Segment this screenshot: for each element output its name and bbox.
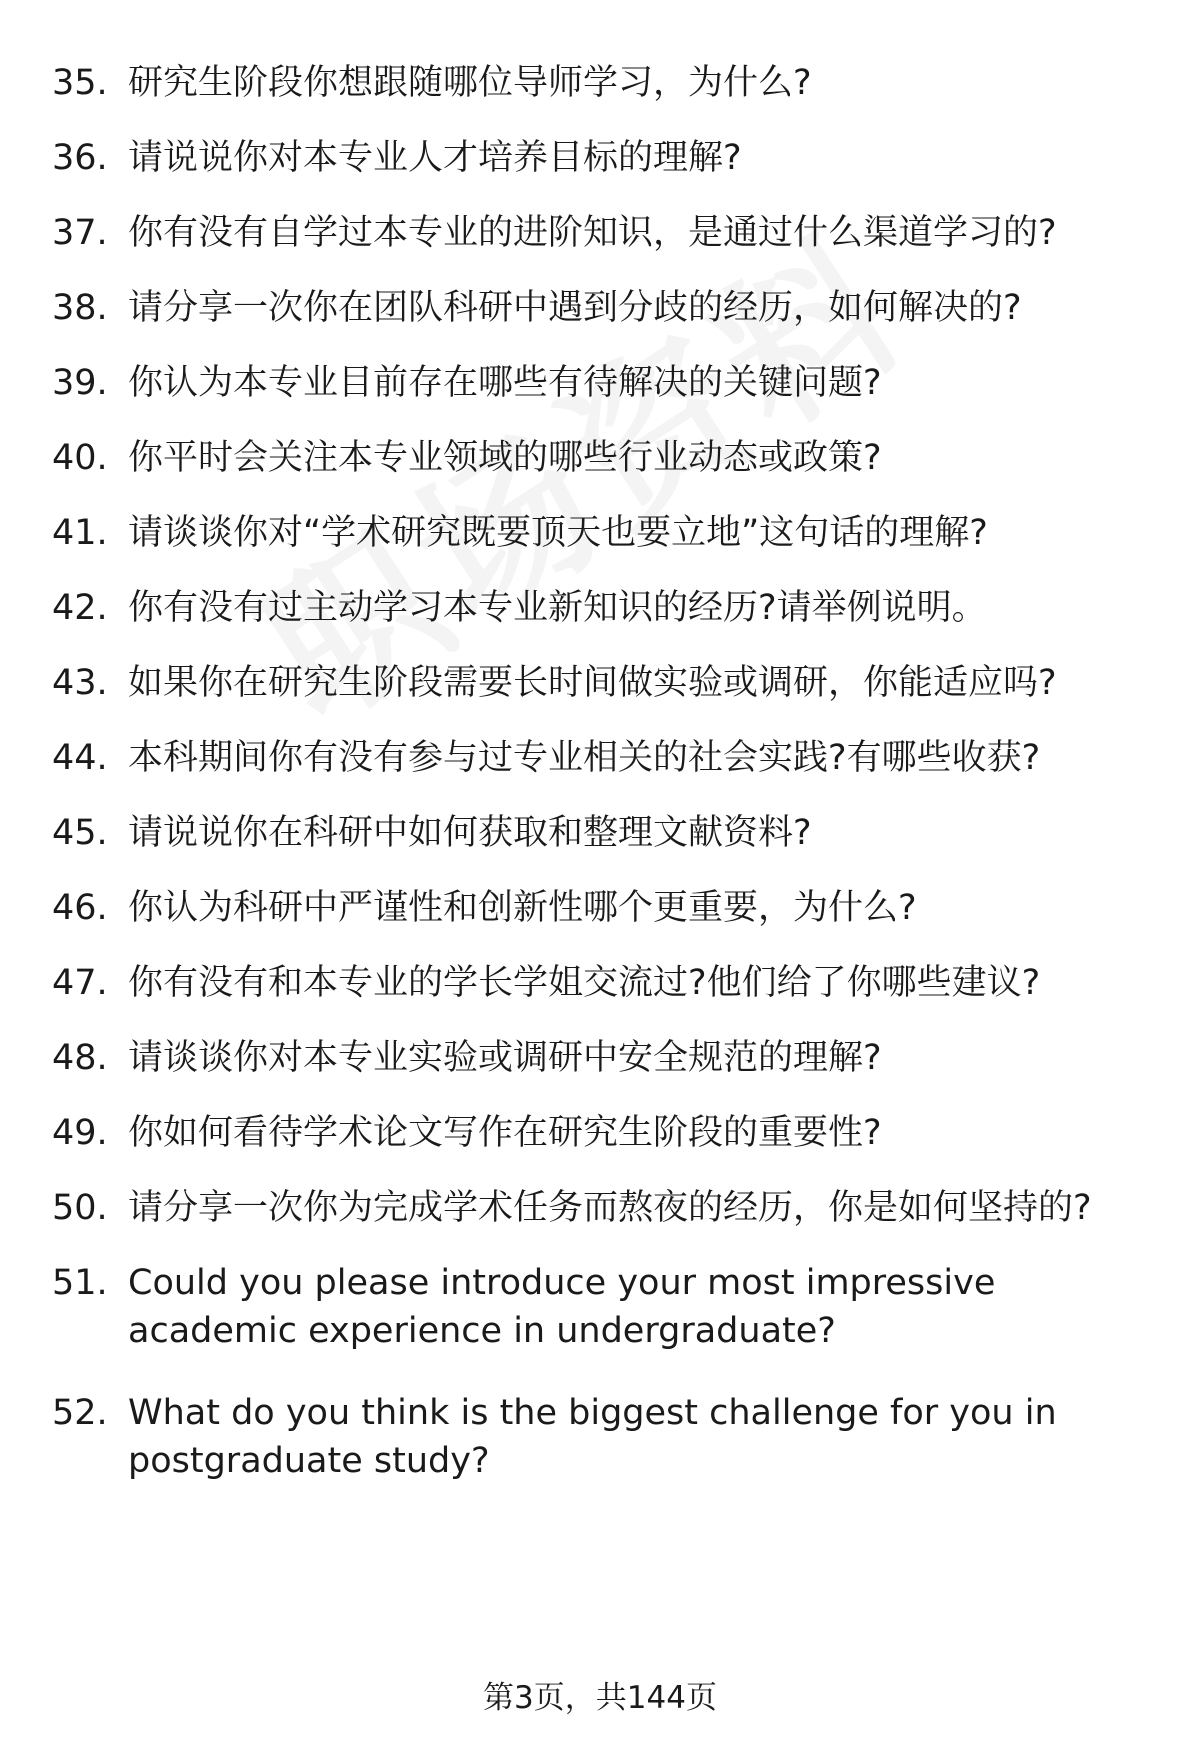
question-text: 你认为本专业目前存在哪些有待解决的关键问题?: [128, 363, 882, 403]
question-number: 41.: [52, 513, 108, 553]
question-text: 请分享一次你为完成学术任务而熬夜的经历，你是如何坚持的?: [128, 1188, 1092, 1228]
question-item: [0, 734, 1200, 782]
question-text: 请分享一次你在团队科研中遇到分歧的经历，如何解决的?: [128, 288, 1022, 328]
question-number: 51.: [52, 1263, 108, 1303]
question-item: [0, 284, 1200, 332]
question-text: 你有没有自学过本专业的进阶知识，是通过什么渠道学习的?: [128, 213, 1057, 253]
question-text: 请谈谈你对“学术研究既要顶天也要立地”这句话的理解?: [128, 513, 988, 553]
question-text: 请说说你在科研中如何获取和整理文献资料?: [128, 813, 812, 853]
question-text: 请谈谈你对本专业实验或调研中安全规范的理解?: [128, 1038, 882, 1078]
question-item: [0, 209, 1200, 257]
question-text: 你有没有和本专业的学长学姐交流过?他们给了你哪些建议?: [128, 963, 1041, 1003]
question-number: 52.: [52, 1393, 108, 1433]
question-item: [0, 1259, 1200, 1355]
question-number: 35.: [52, 63, 108, 103]
question-item: [0, 1109, 1200, 1157]
question-number: 47.: [52, 963, 108, 1003]
question-item: [0, 1389, 1200, 1485]
question-number: 50.: [52, 1188, 108, 1228]
question-number: 49.: [52, 1113, 108, 1153]
question-text: 请说说你对本专业人才培养目标的理解?: [128, 138, 742, 178]
question-item: [0, 884, 1200, 932]
question-number: 46.: [52, 888, 108, 928]
question-number: 37.: [52, 213, 108, 253]
question-number: 39.: [52, 363, 108, 403]
question-text: 本科期间你有没有参与过专业相关的社会实践?有哪些收获?: [128, 738, 1041, 778]
question-text: What do you think is the biggest challenge for you in postgraduate study?: [128, 1393, 1057, 1481]
question-item: [0, 509, 1200, 557]
question-number: 36.: [52, 138, 108, 178]
question-number: 44.: [52, 738, 108, 778]
question-text: 研究生阶段你想跟随哪位导师学习，为什么?: [128, 63, 812, 103]
question-number: 38.: [52, 288, 108, 328]
question-number: 48.: [52, 1038, 108, 1078]
question-item: [0, 134, 1200, 182]
question-item: [0, 434, 1200, 482]
question-text: 如果你在研究生阶段需要长时间做实验或调研，你能适应吗?: [128, 663, 1057, 703]
question-item: [0, 59, 1200, 107]
question-number: 43.: [52, 663, 108, 703]
question-number: 42.: [52, 588, 108, 628]
question-number: 45.: [52, 813, 108, 853]
question-item: [0, 809, 1200, 857]
question-number: 40.: [52, 438, 108, 478]
question-item: [0, 584, 1200, 632]
question-text: Could you please introduce your most impressive academic experience in undergraduate?: [128, 1263, 996, 1351]
question-text: 你如何看待学术论文写作在研究生阶段的重要性?: [128, 1113, 882, 1153]
question-item: [0, 359, 1200, 407]
question-item: [0, 1034, 1200, 1082]
question-text: 你有没有过主动学习本专业新知识的经历?请举例说明。: [128, 588, 987, 628]
question-text: 你认为科研中严谨性和创新性哪个更重要，为什么?: [128, 888, 917, 928]
question-item: [0, 1184, 1200, 1232]
page-number: 第3页，共144页: [483, 1680, 717, 1716]
question-text: 你平时会关注本专业领域的哪些行业动态或政策?: [128, 438, 882, 478]
question-item: [0, 659, 1200, 707]
question-item: [0, 959, 1200, 1007]
